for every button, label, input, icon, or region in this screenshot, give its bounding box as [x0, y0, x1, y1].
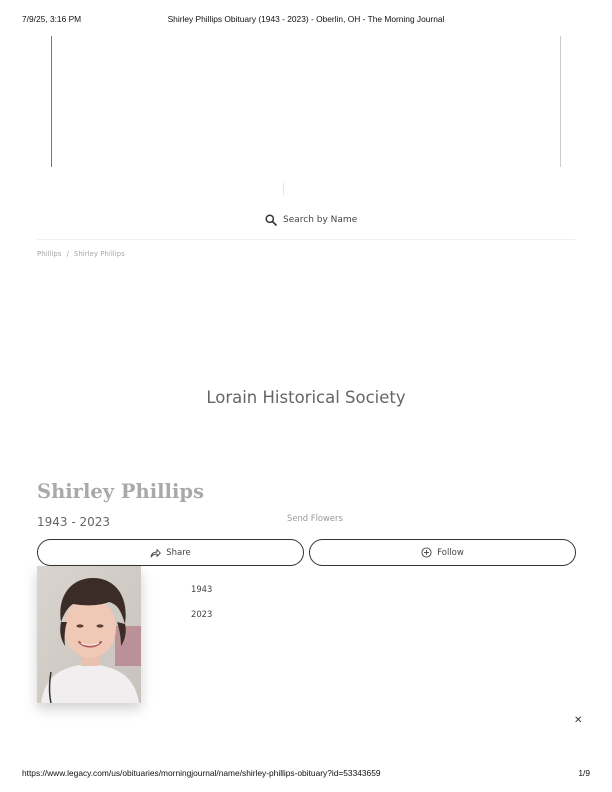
breadcrumb-item-current: Shirley Phillips: [73, 250, 125, 258]
print-datetime: 7/9/25, 3:16 PM: [22, 14, 82, 24]
search-label: Search by Name: [283, 215, 358, 225]
obituary-photo: [37, 566, 141, 703]
print-url: https://www.legacy.com/us/obituaries/morningjournal/name/shirley-phillips-obituary?id=53343659: [22, 768, 381, 778]
sponsor-name: Lorain Historical Society: [206, 388, 406, 407]
obituary-name: Shirley Phillips: [37, 480, 204, 503]
death-year: 2023: [191, 609, 213, 619]
follow-button[interactable]: [309, 539, 576, 566]
ad-frame-left-border: [51, 36, 52, 167]
breadcrumb: [37, 250, 125, 258]
print-page-title: Shirley Phillips Obituary (1943 - 2023) - Oberlin, OH - The Morning Journal: [167, 14, 445, 24]
header-divider: [37, 239, 575, 240]
obituary-years: 1943 - 2023: [37, 515, 111, 529]
birth-year: 1943: [191, 584, 213, 594]
breadcrumb-item-surname[interactable]: Phillips: [37, 250, 62, 258]
follow-label: Follow: [437, 547, 464, 558]
share-icon: [150, 548, 161, 558]
search-icon: [265, 214, 277, 226]
print-footer: [22, 768, 590, 780]
share-button[interactable]: [37, 539, 304, 566]
send-flowers-link[interactable]: Send Flowers: [287, 513, 343, 523]
close-icon[interactable]: ✕: [574, 715, 583, 726]
ad-frame-right-border: [560, 36, 561, 167]
print-page-number: 1/9: [578, 768, 590, 778]
breadcrumb-separator: /: [66, 250, 69, 258]
share-label: Share: [166, 547, 191, 558]
print-header: [22, 14, 590, 26]
search-by-name-button[interactable]: [265, 213, 357, 227]
divider: [283, 183, 284, 195]
plus-circle-icon: [421, 547, 432, 558]
